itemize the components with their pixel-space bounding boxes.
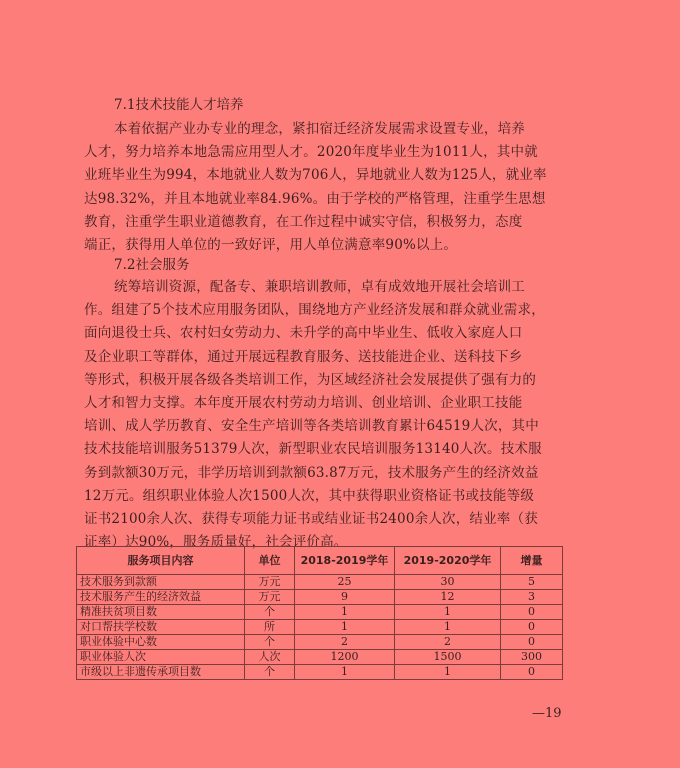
- paragraph-line: 作。组建了5个技术应用服务团队，围绕地方产业经济发展和群众就业需求，: [84, 302, 545, 319]
- cell-2019-2020: 2: [395, 635, 501, 650]
- table-row: [77, 650, 563, 665]
- cell-unit: 个: [245, 665, 295, 680]
- paragraph-line: 技术技能培训服务51379人次，新型职业农民培训服务13140人次。技术服: [84, 441, 542, 458]
- table-row: [77, 590, 563, 605]
- cell-item: 技术服务产生的经济效益: [77, 590, 245, 605]
- header-service-item: 服务项目内容: [77, 547, 245, 575]
- cell-increment: 0: [501, 605, 563, 620]
- cell-item: 对口帮扶学校数: [77, 620, 245, 635]
- table-row: [77, 665, 563, 680]
- cell-unit: 个: [245, 605, 295, 620]
- cell-2019-2020: 1: [395, 665, 501, 680]
- cell-2018-2019: 1: [295, 605, 395, 620]
- cell-2019-2020: 1500: [395, 650, 501, 665]
- cell-unit: 万元: [245, 590, 295, 605]
- paragraph-line: 教育，注重学生职业道德教育，在工作过程中诚实守信，积极努力，态度: [84, 213, 523, 230]
- header-year-2019-2020: 2019-2020学年: [395, 547, 501, 575]
- paragraph-line: 达98.32%，并且本地就业率84.96%。由于学校的严格管理，注重学生思想: [84, 190, 546, 207]
- paragraph-line: 人才和智力支撑。本年度开展农村劳动力培训、创业培训、企业职工技能: [84, 395, 523, 412]
- paragraph-line: 培训、成人学历教育、安全生产培训等各类培训教育累计64519人次，其中: [84, 418, 539, 435]
- cell-2018-2019: 2: [295, 635, 395, 650]
- paragraph-line: 面向退役士兵、农村妇女劳动力、未升学的高中毕业生、低收入家庭人口: [84, 325, 523, 342]
- paragraph-line: 等形式，积极开展各级各类培训工作，为区域经济社会发展提供了强有力的: [84, 371, 537, 388]
- cell-unit: 所: [245, 620, 295, 635]
- table-row: [77, 635, 563, 650]
- service-projects-table: [76, 546, 563, 680]
- paragraph-line: 业班毕业生为994，本地就业人数为706人，异地就业人数为125人，就业率: [84, 167, 547, 184]
- cell-2019-2020: 12: [395, 590, 501, 605]
- cell-2018-2019: 1: [295, 665, 395, 680]
- cell-increment: 300: [501, 650, 563, 665]
- header-year-2018-2019: 2018-2019学年: [295, 547, 395, 575]
- cell-2019-2020: 1: [395, 605, 501, 620]
- paragraph-line: 12万元。组织职业体验人次1500人次，其中获得职业资格证书或技能等级: [84, 487, 535, 504]
- cell-2018-2019: 9: [295, 590, 395, 605]
- cell-increment: 0: [501, 620, 563, 635]
- table-row: [77, 605, 563, 620]
- paragraph-line: 证书2100余人次、获得专项能力证书或结业证书2400余人次，结业率（获: [84, 511, 538, 528]
- paragraph-social-service: [84, 276, 599, 554]
- cell-2018-2019: 1: [295, 620, 395, 635]
- paragraph-line: 务到款额30万元，非学历培训到款额63.87万元，技术服务产生的经济效益: [84, 464, 539, 481]
- cell-2019-2020: 1: [395, 620, 501, 635]
- cell-increment: 0: [501, 665, 563, 680]
- cell-2019-2020: 30: [395, 575, 501, 590]
- cell-unit: 万元: [245, 575, 295, 590]
- cell-unit: 人次: [245, 650, 295, 665]
- section-heading-7-1: 7.1技术技能人才培养: [114, 97, 244, 113]
- paragraph-line: 端正，获得用人单位的一致好评，用人单位满意率90%以上。: [84, 237, 458, 254]
- cell-increment: 3: [501, 590, 563, 605]
- cell-item: 市级以上非遗传承项目数: [77, 665, 245, 680]
- page-number: —19: [532, 706, 562, 721]
- cell-increment: 5: [501, 575, 563, 590]
- table-header-row: [77, 547, 563, 575]
- paragraph-line: 及企业职工等群体，通过开展远程教育服务、送技能进企业、送科技下乡: [84, 348, 523, 365]
- paragraph-line: 本着依据产业办专业的理念，紧扣宿迁经济发展需求设置专业，培养: [114, 121, 525, 137]
- paragraph-talent-training: [84, 118, 599, 257]
- cell-increment: 0: [501, 635, 563, 650]
- cell-item: 职业体验人次: [77, 650, 245, 665]
- paragraph-line: 统筹培训资源，配备专、兼职培训教师，卓有成效地开展社会培训工: [114, 279, 525, 295]
- cell-item: 精准扶贫项目数: [77, 605, 245, 620]
- table-row: [77, 575, 563, 590]
- table-row: [77, 620, 563, 635]
- cell-unit: 个: [245, 635, 295, 650]
- cell-2018-2019: 1200: [295, 650, 395, 665]
- paragraph-line: 人才，努力培养本地急需应用型人才。2020年度毕业生为1011人，其中就: [84, 144, 538, 161]
- header-unit: 单位: [245, 547, 295, 575]
- section-heading-7-2: 7.2社会服务: [114, 257, 190, 273]
- cell-item: 技术服务到款额: [77, 575, 245, 590]
- paragraph-line: 证率）达90%，服务质量好，社会评价高。: [84, 534, 348, 551]
- header-increment: 增量: [501, 547, 563, 575]
- cell-item: 职业体验中心数: [77, 635, 245, 650]
- cell-2018-2019: 25: [295, 575, 395, 590]
